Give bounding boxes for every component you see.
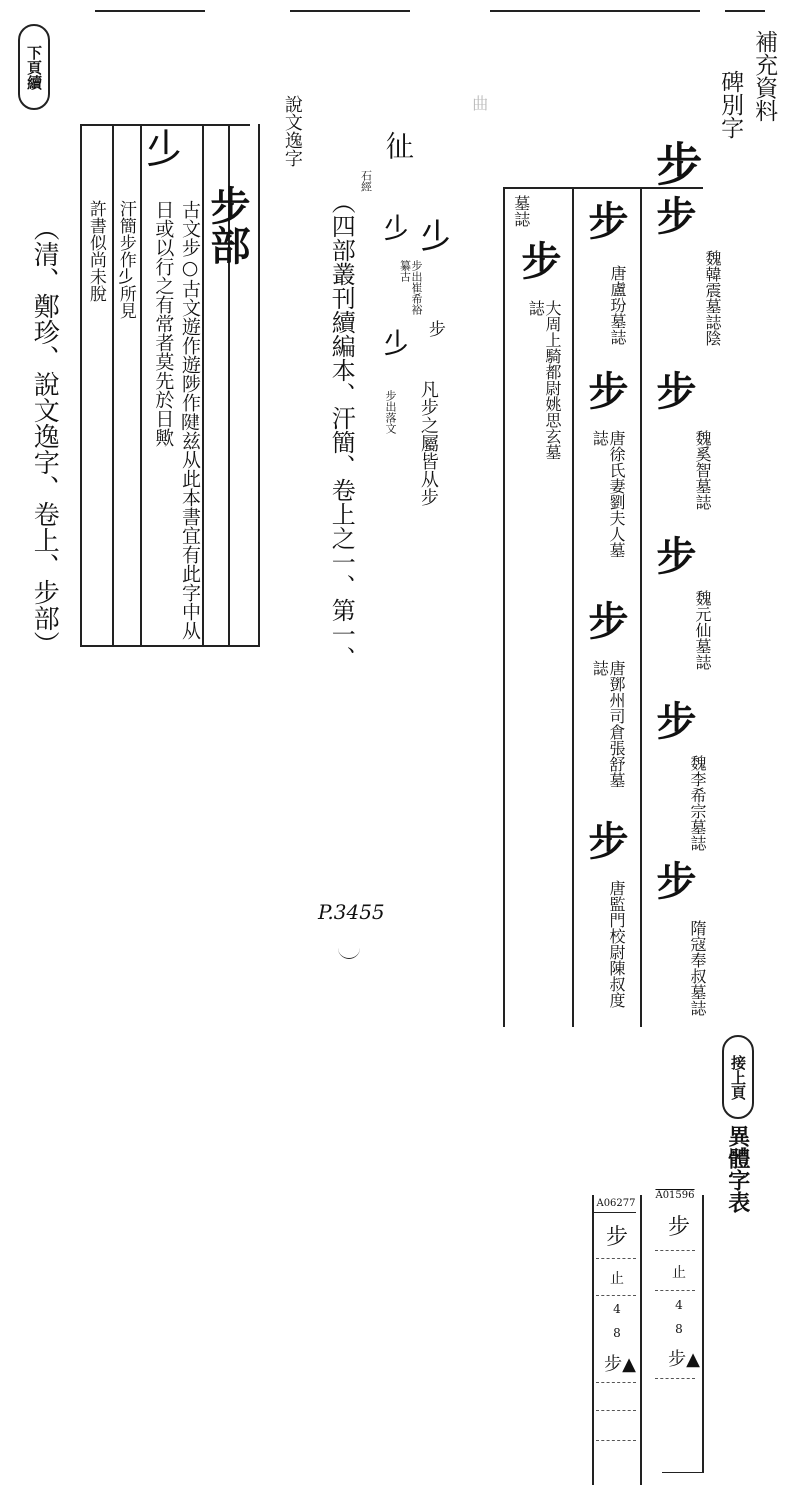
stele-glyph: 步 bbox=[582, 600, 629, 640]
dict-rule-1 bbox=[80, 124, 82, 646]
stele-glyph: 步 bbox=[650, 860, 697, 900]
vt-mid-line bbox=[640, 1195, 642, 1485]
vt-left-line bbox=[592, 1195, 594, 1485]
variant-glyph: 步 bbox=[605, 1225, 628, 1250]
dictionary-book-title: 說文逸字 bbox=[281, 95, 303, 167]
variant-glyph: 步 bbox=[667, 1215, 690, 1240]
dictionary-note-a: 汗簡步作𣥂所見 bbox=[115, 200, 136, 319]
top-rule-left bbox=[95, 10, 205, 12]
hanjian-citation: （四部叢刊續編本、汗簡、卷上之一、第一、 bbox=[327, 190, 356, 670]
dictionary-citation: （清、鄭珍、說文逸字、卷上、步部） bbox=[29, 215, 60, 657]
page-reference: P.3455 bbox=[318, 900, 385, 924]
stele-glyph: 步 bbox=[515, 240, 562, 280]
stele-source: 唐鄧州司倉張舒墓誌 bbox=[590, 660, 626, 788]
variant-label-a: 石經 bbox=[359, 170, 373, 192]
page-ref-underline bbox=[338, 948, 360, 959]
variant-radical: 止 bbox=[672, 1265, 686, 1281]
stele-glyph: 步 bbox=[650, 195, 697, 235]
stele-source: 魏奚智墓誌 bbox=[693, 430, 712, 510]
dictionary-note-b: 許書似尚未脫 bbox=[85, 200, 106, 302]
variant-code: A01596 bbox=[655, 1190, 695, 1201]
dict-bottom-rule bbox=[80, 645, 260, 647]
variant-divider bbox=[655, 1250, 695, 1251]
dict-rule-2 bbox=[112, 124, 114, 646]
stele-glyph: 步 bbox=[650, 370, 697, 410]
variant-divider bbox=[655, 1378, 695, 1379]
stele-source: 魏李希宗墓誌 bbox=[688, 755, 707, 851]
dict-top-rule-b bbox=[150, 124, 250, 126]
faint-mark: 曲 bbox=[469, 95, 489, 111]
hanjian-note: 凡步之屬皆从步 bbox=[417, 380, 439, 506]
stele-glyph: 步 bbox=[582, 820, 629, 860]
stele-source: 唐徐氏妻劉夫人墓誌 bbox=[590, 430, 626, 558]
variant-mark: 步▲ bbox=[668, 1349, 700, 1370]
stele-source: 魏韓震墓誌陰 bbox=[703, 250, 722, 346]
variant-label-c: 步出落文 bbox=[384, 390, 397, 434]
header-glyph: 步 bbox=[649, 140, 704, 186]
stele-glyph: 步 bbox=[650, 535, 697, 575]
stele-source: 大周上騎都尉姚思玄墓誌 bbox=[526, 300, 562, 460]
stele-glyph: 步 bbox=[650, 700, 697, 740]
variant-divider bbox=[655, 1290, 695, 1291]
next-page-tag: 下頁續 bbox=[18, 24, 50, 110]
stele-table-top bbox=[503, 187, 703, 189]
supplement-title: 補充資料 bbox=[751, 30, 778, 122]
stele-table-left bbox=[503, 187, 505, 1027]
variant-divider bbox=[596, 1258, 636, 1259]
variant-divider bbox=[596, 1295, 636, 1296]
variant-code: A06277 bbox=[596, 1198, 636, 1209]
variant-glyph-a: 𢓊 bbox=[380, 130, 416, 160]
vt-right-line bbox=[702, 1195, 704, 1473]
stele-glyph: 步 bbox=[582, 370, 629, 410]
top-rule-right bbox=[490, 10, 700, 12]
variant-strokes-b: 8 bbox=[675, 1322, 683, 1336]
hanjian-seal-glyph: 𣥂 bbox=[416, 220, 457, 254]
dict-rule-3 bbox=[140, 124, 142, 646]
stele-table-div1 bbox=[572, 187, 574, 1027]
variant-divider bbox=[596, 1382, 636, 1383]
variant-strokes-a: 4 bbox=[613, 1302, 621, 1316]
stele-source: 隋寇奉叔墓誌 bbox=[688, 920, 707, 1016]
variant-glyph-b: 𣥂 bbox=[380, 215, 414, 243]
top-rule-far bbox=[725, 10, 765, 12]
variant-radical: 止 bbox=[610, 1271, 624, 1287]
dict-rule-6 bbox=[258, 124, 260, 646]
stele-source: 唐監門校尉陳叔度 bbox=[607, 880, 626, 1008]
hanjian-char: 步 bbox=[424, 320, 445, 337]
stele-source-top: 墓誌 bbox=[511, 195, 531, 227]
variant-glyph-c: 𣥂 bbox=[380, 330, 414, 358]
variant-divider bbox=[596, 1410, 636, 1411]
top-rule-mid bbox=[290, 10, 410, 12]
dictionary-section-title: 步部 bbox=[204, 185, 251, 265]
continued-tag: 接上頁 bbox=[722, 1035, 754, 1119]
stele-source: 魏元仙墓誌 bbox=[693, 590, 712, 670]
vt-bottom-right bbox=[662, 1472, 702, 1473]
variant-strokes-a: 4 bbox=[675, 1298, 683, 1312]
stele-glyph: 步 bbox=[582, 200, 629, 240]
variant-mark: 步▲ bbox=[604, 1354, 636, 1375]
dictionary-body: 古文步○古文遊作遊陟作𨺩兹从此本書宜有此字中从日或以行之有常者莫先於日歟 bbox=[152, 200, 201, 640]
stele-table-div2 bbox=[640, 187, 642, 1027]
variant-divider bbox=[596, 1440, 636, 1441]
stele-variant-title: 碑別字 bbox=[717, 70, 744, 139]
stele-source: 唐盧玢墓誌 bbox=[608, 265, 627, 345]
variant-table-title: 異體字表 bbox=[724, 1125, 751, 1213]
dictionary-seal-glyph: 𣥂 bbox=[142, 130, 188, 170]
variant-strokes-b: 8 bbox=[613, 1326, 621, 1340]
variant-label-b: 步出崔希裕纂古 bbox=[398, 260, 423, 315]
